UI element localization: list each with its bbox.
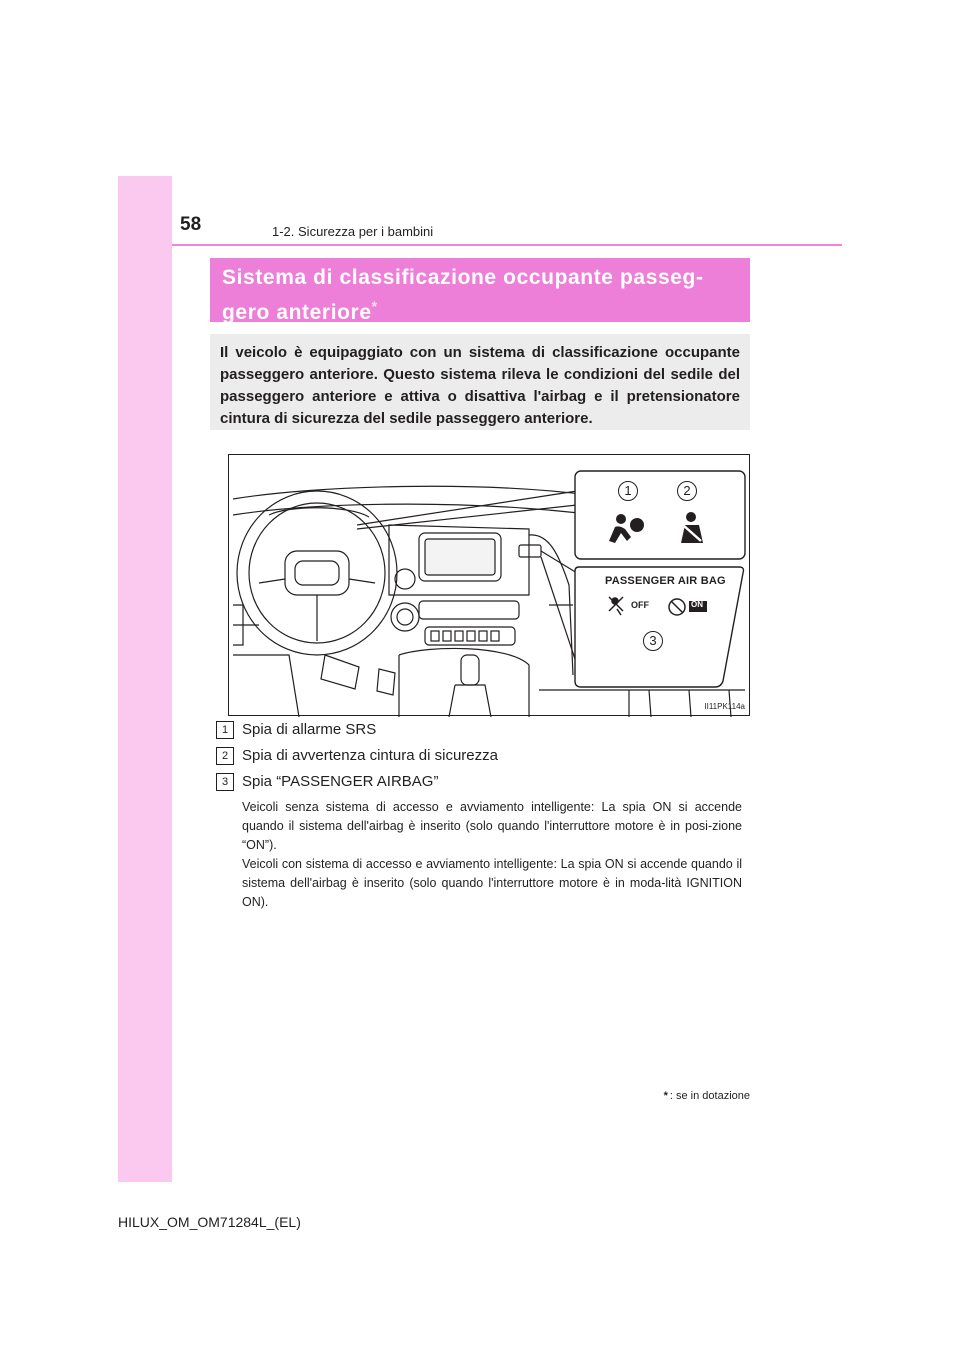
panel-title: PASSENGER AIR BAG bbox=[605, 575, 726, 587]
footnote-asterisk: * bbox=[663, 1090, 668, 1102]
description-paragraph-2: Veicoli con sistema di accesso e avviamento intelligente: La spia ON si accende quando il sistema dell'airbag è inserito (solo quando l'interruttore motore è in moda-lità IGNITION ON). bbox=[242, 857, 742, 909]
item-label: Spia di avvertenza cintura di sicurezza bbox=[242, 747, 498, 764]
callout-2: 2 bbox=[677, 481, 697, 501]
list-item bbox=[216, 746, 756, 772]
title-line-2: gero anteriore bbox=[222, 301, 372, 324]
item-label: Spia di allarme SRS bbox=[242, 721, 377, 738]
footnote bbox=[664, 1090, 750, 1102]
off-indicator-label: OFF bbox=[631, 600, 649, 610]
list-item bbox=[216, 720, 756, 746]
page-title bbox=[222, 264, 738, 327]
section-heading: 1-2. Sicurezza per i bambini bbox=[272, 224, 434, 239]
figure-code: II11PK114a bbox=[704, 702, 745, 711]
item-number: 1 bbox=[216, 721, 234, 739]
indicator-list bbox=[216, 720, 756, 798]
on-indicator-label: ON bbox=[691, 600, 703, 609]
title-line-1: Sistema di classificazione occupante passeg- bbox=[222, 266, 704, 289]
footnote-text: : se in dotazione bbox=[669, 1090, 750, 1102]
callout-3: 3 bbox=[643, 631, 663, 651]
page-number: 58 bbox=[180, 214, 202, 235]
optional-equipment-asterisk: * bbox=[371, 298, 378, 314]
title-banner bbox=[210, 258, 750, 322]
header-divider bbox=[172, 244, 842, 246]
document-footer: HILUX_OM_OM71284L_(EL) bbox=[118, 1214, 301, 1230]
item-number: 3 bbox=[216, 773, 234, 791]
callout-1: 1 bbox=[618, 481, 638, 501]
item-label: Spia “PASSENGER AIRBAG” bbox=[242, 773, 439, 790]
indicator-description bbox=[242, 798, 742, 912]
item-number: 2 bbox=[216, 747, 234, 765]
intro-paragraph: Il veicolo è equipaggiato con un sistema di classificazione occupante passeggero anteriore. Questo sistema rileva le condizioni del sedile del passeggero anteriore e attiva o disattiva l'airbag e il pretensionatore cintura di sicurezza del sedile passeggero anteriore. bbox=[210, 334, 750, 430]
list-item bbox=[216, 772, 756, 798]
side-tab-band bbox=[118, 176, 172, 1182]
dashboard-illustration bbox=[228, 454, 750, 716]
description-paragraph-1: Veicoli senza sistema di accesso e avviamento intelligente: La spia ON si accende quando il sistema dell'airbag è inserito (solo quando l'interruttore motore è in posi-zione “ON”). bbox=[242, 800, 742, 852]
